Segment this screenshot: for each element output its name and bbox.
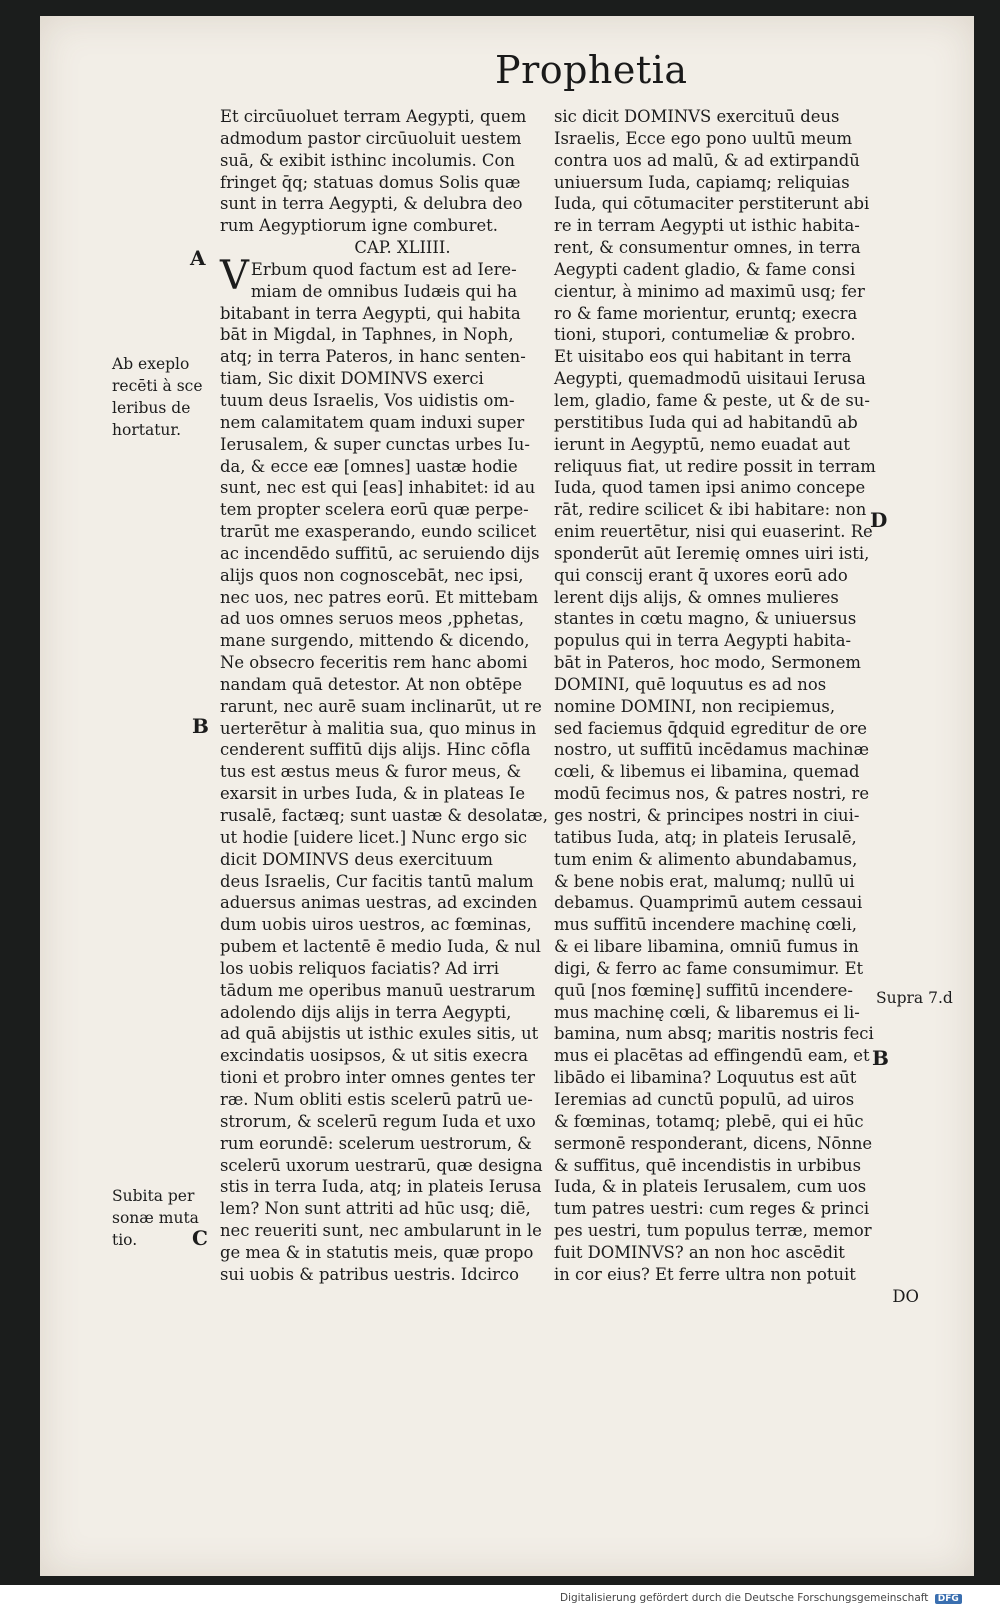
text-line: ge mea & in statutis meis, quæ propo xyxy=(220,1242,534,1262)
marginal-gloss-1 xyxy=(112,354,203,441)
text-line: nec reueriti sunt, nec ambularunt in le xyxy=(220,1221,542,1241)
text-line: sunt in terra Aegypti, & delubra deo xyxy=(220,194,523,214)
text-line: exarsit in urbes Iuda, & in plateas Ie xyxy=(220,784,526,804)
text-line: cientur, à minimo ad maximū usq; fer xyxy=(554,281,865,301)
text-line: suā, & exibit isthinc incolumis. Con xyxy=(220,150,515,170)
gloss-line: sonæ muta xyxy=(112,1208,199,1227)
gloss-line: Supra 7.d xyxy=(876,989,953,1007)
text-line: Israelis, Ecce ego pono uultū meum xyxy=(554,128,853,148)
text-line: rum eorundē: scelerum uestrorum, & xyxy=(220,1133,532,1153)
text-line: fringet q̄q; statuas domus Solis quæ xyxy=(220,172,521,192)
book-page xyxy=(40,16,974,1576)
text-line: alijs quos non cognoscebāt, nec ipsi, xyxy=(220,565,524,585)
text-line: rāt, redire scilicet & ibi habitare: non xyxy=(554,500,867,520)
text-line: & suffitus, quē incendistis in urbibus xyxy=(554,1155,862,1175)
text-line: rum Aegyptiorum igne comburet. xyxy=(220,216,498,236)
text-line: modū fecimus nos, & patres nostri, re xyxy=(554,784,870,804)
text-line: ut hodie [uidere licet.] Nunc ergo sic xyxy=(220,827,528,847)
text-line: mus ei placētas ad effingendū eam, et xyxy=(554,1046,870,1066)
text-line: aduersus animas uestras, ad excinden xyxy=(220,893,538,913)
text-line: DOMINI, quē loquutus es ad nos xyxy=(554,674,827,694)
right-column xyxy=(554,106,919,1307)
text-line: scelerū uxorum uestrarū, quæ designa xyxy=(220,1155,543,1175)
text-line: lem, gladio, fame & peste, ut & de su- xyxy=(554,390,870,410)
text-line: tioni et probro inter omnes gentes ter xyxy=(220,1068,535,1088)
text-line: nandam quā detestor. At non obtēpe xyxy=(220,674,523,694)
text-line: cœli, & libemus ei libamina, quemad xyxy=(554,762,860,782)
text-line: debamus. Quamprimū autem cessaui xyxy=(554,893,863,913)
text-line: ro & fame morientur, eruntq; execra xyxy=(554,303,858,323)
marginal-gloss-2 xyxy=(112,1186,199,1252)
catchword: DO xyxy=(892,1286,919,1306)
text-line: populus qui in terra Aegypti habita- xyxy=(554,631,852,651)
gloss-line: hortatur. xyxy=(112,420,182,439)
text-line: tus est æstus meus & furor meus, & xyxy=(220,762,522,782)
gloss-line: Subita per xyxy=(112,1187,195,1205)
drop-cap: V xyxy=(220,252,249,299)
text-line: qui conscij erant q̄ uxores eorū ado xyxy=(554,565,848,585)
text-line: Et circūuoluet terram Aegypti, quem xyxy=(220,107,527,126)
text-line: sed faciemus q̄dquid egreditur de ore xyxy=(554,718,867,738)
footer-credit xyxy=(560,1592,962,1604)
text-line: admodum pastor circūuoluit uestem xyxy=(220,128,522,148)
text-line: sic dicit DOMINVS exercituū deus xyxy=(554,107,840,126)
text-line: ges nostri, & principes nostri in ciui- xyxy=(554,806,860,825)
gloss-line: recēti à sce xyxy=(112,376,203,395)
text-line: ierunt in Aegyptū, nemo euadat aut xyxy=(554,434,850,454)
text-line: & fœminas, totamq; plebē, qui ei hūc xyxy=(554,1111,864,1131)
text-line: deus Israelis, Cur facitis tantū malum xyxy=(220,871,534,891)
text-line: Ne obsecro feceritis rem hanc abomi xyxy=(220,653,528,673)
text-line: bāt in Pateros, hoc modo, Sermonem xyxy=(554,653,861,673)
text-line: ad quā abijstis ut isthic exules sitis, ut xyxy=(220,1024,539,1044)
text-line: lerent dijs alijs, & omnes mulieres xyxy=(554,587,839,607)
text-line: pes uestri, tum populus terræ, memor xyxy=(554,1221,872,1241)
text-line: & ei libare libamina, omniū fumus in xyxy=(554,937,859,957)
text-line: Ierusalem, & super cunctas urbes Iu- xyxy=(220,434,530,454)
text-line: tatibus Iuda, atq; in plateis Ierusalē, xyxy=(554,827,857,847)
text-line: libādo ei libamina? Loquutus est aūt xyxy=(554,1068,857,1088)
text-line: reliquus fiat, ut redire possit in terram xyxy=(554,456,876,476)
text-line: tiam, Sic dixit DOMINVS exerci xyxy=(220,369,484,389)
text-line: & bene nobis erat, malumq; nullū ui xyxy=(554,871,855,891)
text-line: nem calamitatem quam induxi super xyxy=(220,412,525,432)
text-line: mane surgendo, mittendo & dicendo, xyxy=(220,631,530,651)
gloss-line: leribus de xyxy=(112,398,191,417)
section-marker-c: C xyxy=(192,1226,208,1250)
text-line: Erbum quod factum est ad Iere- xyxy=(250,259,517,279)
text-line: miam de omnibus Iudæis qui ha xyxy=(250,281,518,301)
text-line: tādum me operibus manuū uestrarum xyxy=(220,980,536,1000)
text-line: Aegypti cadent gladio, & fame consi xyxy=(554,259,856,279)
text-line: mus machinę cœli, & libaremus ei li- xyxy=(554,1002,860,1022)
section-marker-d: D xyxy=(870,508,888,532)
gloss-line: tio. xyxy=(112,1230,138,1249)
text-line: rent, & consumentur omnes, in terra xyxy=(554,238,861,258)
text-line: lem? Non sunt attriti ad hūc usq; diē, xyxy=(220,1199,531,1219)
text-line: tuum deus Israelis, Vos uidistis om- xyxy=(220,390,515,410)
text-line: uniuersum Iuda, capiamq; reliquias xyxy=(554,172,850,192)
text-line: da, & ecce eæ [omnes] uastæ hodie xyxy=(220,456,518,476)
text-line: digi, & ferro ac fame consumimur. Et xyxy=(554,958,864,978)
text-line: dicit DOMINVS deus exercituum xyxy=(220,849,493,869)
text-line: nec uos, nec patres eorū. Et mittebam xyxy=(220,587,539,607)
section-marker-b-right: B xyxy=(872,1046,889,1070)
text-line: dum uobis uiros uestros, ac fœminas, xyxy=(220,915,532,935)
page-heading: Prophetia xyxy=(495,48,688,92)
text-line: fuit DOMINVS? an non hoc ascēdit xyxy=(554,1242,845,1262)
text-line: quū [nos fœminę] suffitū incendere- xyxy=(554,980,853,1000)
text-line: stis in terra Iuda, atq; in plateis Ierusa xyxy=(220,1177,542,1197)
text-line: sui uobis & patribus uestris. Idcirco xyxy=(220,1264,520,1284)
text-line: Iuda, & in plateis Ierusalem, cum uos xyxy=(554,1177,867,1197)
text-line: tum patres uestri: cum reges & princi xyxy=(554,1199,870,1219)
text-line: excindatis uosipsos, & ut sitis execra xyxy=(220,1046,529,1066)
text-line: nomine DOMINI, non recipiemus, xyxy=(554,696,836,716)
text-line: ad uos omnes seruos meos ,pphetas, xyxy=(220,609,524,629)
text-line: Et uisitabo eos qui habitant in terra xyxy=(554,347,852,367)
text-line: ac incendēdo suffitū, ac seruiendo dijs xyxy=(220,543,540,563)
text-line: pubem et lactentē ē medio Iuda, & nul xyxy=(220,937,541,957)
text-line: perstitibus Iuda qui ad habitandū ab xyxy=(554,412,858,432)
footer-text: Digitalisierung gefördert durch die Deutsche Forschungsgemeinschaft xyxy=(560,1592,929,1604)
text-line: bāt in Migdal, in Taphnes, in Noph, xyxy=(220,325,514,345)
chapter-title: CAP. XLIIII. xyxy=(354,238,451,258)
text-line: tum enim & alimento abundabamus, xyxy=(554,849,858,869)
text-line: nostro, ut suffitū incēdamus machinæ xyxy=(554,740,870,760)
text-line: tioni, stupori, contumeliæ & probro. xyxy=(554,325,856,345)
text-line: contra uos ad malū, & ad extirpandū xyxy=(554,150,860,170)
text-line: trarūt me exasperando, eundo scilicet xyxy=(220,522,537,542)
text-line: Ieremias ad cunctū populū, ad uiros xyxy=(554,1089,855,1109)
left-column xyxy=(220,106,555,1286)
text-line: stantes in cœtu magno, & uniuersus xyxy=(554,609,857,629)
text-line: mus suffitū incendere machinę cœli, xyxy=(554,915,857,935)
text-line: bitabant in terra Aegypti, qui habita xyxy=(220,303,521,323)
section-marker-b: B xyxy=(192,714,209,738)
text-line: re in terram Aegypti ut isthic habita- xyxy=(554,216,860,236)
text-line: adolendo dijs alijs in terra Aegypti, xyxy=(220,1002,512,1022)
text-line: Iuda, qui cōtumaciter perstiterunt abi xyxy=(554,194,870,214)
dfg-logo: DFG xyxy=(935,1594,962,1604)
text-line: tem propter scelera eorū quæ perpe- xyxy=(220,500,529,520)
text-line: Iuda, quod tamen ipsi animo concepe xyxy=(554,478,866,498)
text-line: rusalē, factæq; sunt uastæ & desolatæ, xyxy=(220,806,548,825)
text-line: bamina, num absq; maritis nostris feci xyxy=(554,1024,874,1044)
text-line: atq; in terra Pateros, in hanc senten- xyxy=(220,347,526,367)
text-line: sermonē responderant, dicens, Nōnne xyxy=(554,1133,873,1153)
text-line: rarunt, nec aurē suam inclinarūt, ut re xyxy=(220,696,542,716)
text-line: uerterētur à malitia sua, quo minus in xyxy=(220,718,537,738)
text-line: strorum, & scelerū regum Iuda et uxo xyxy=(220,1111,536,1131)
text-line: ræ. Num obliti estis scelerū patrū ue- xyxy=(220,1089,533,1109)
gloss-line: Ab exeplo xyxy=(112,355,190,373)
text-line: sunt, nec est qui [eas] inhabitet: id au xyxy=(220,478,536,498)
text-line: cenderent suffitū dijs alijs. Hinc cōfla xyxy=(220,740,531,760)
text-line: enim reuertētur, nisi qui euaserint. Re xyxy=(554,522,873,542)
section-marker-a: A xyxy=(190,246,206,270)
marginal-gloss-3 xyxy=(876,988,953,1010)
text-line: los uobis reliquos faciatis? Ad irri xyxy=(220,958,500,978)
text-line: sponderūt aūt Ieremię omnes uiri isti, xyxy=(554,543,870,563)
text-line: Aegypti, quemadmodū uisitaui Ierusa xyxy=(554,369,866,389)
text-line: in cor eius? Et ferre ultra non potuit xyxy=(554,1264,856,1284)
